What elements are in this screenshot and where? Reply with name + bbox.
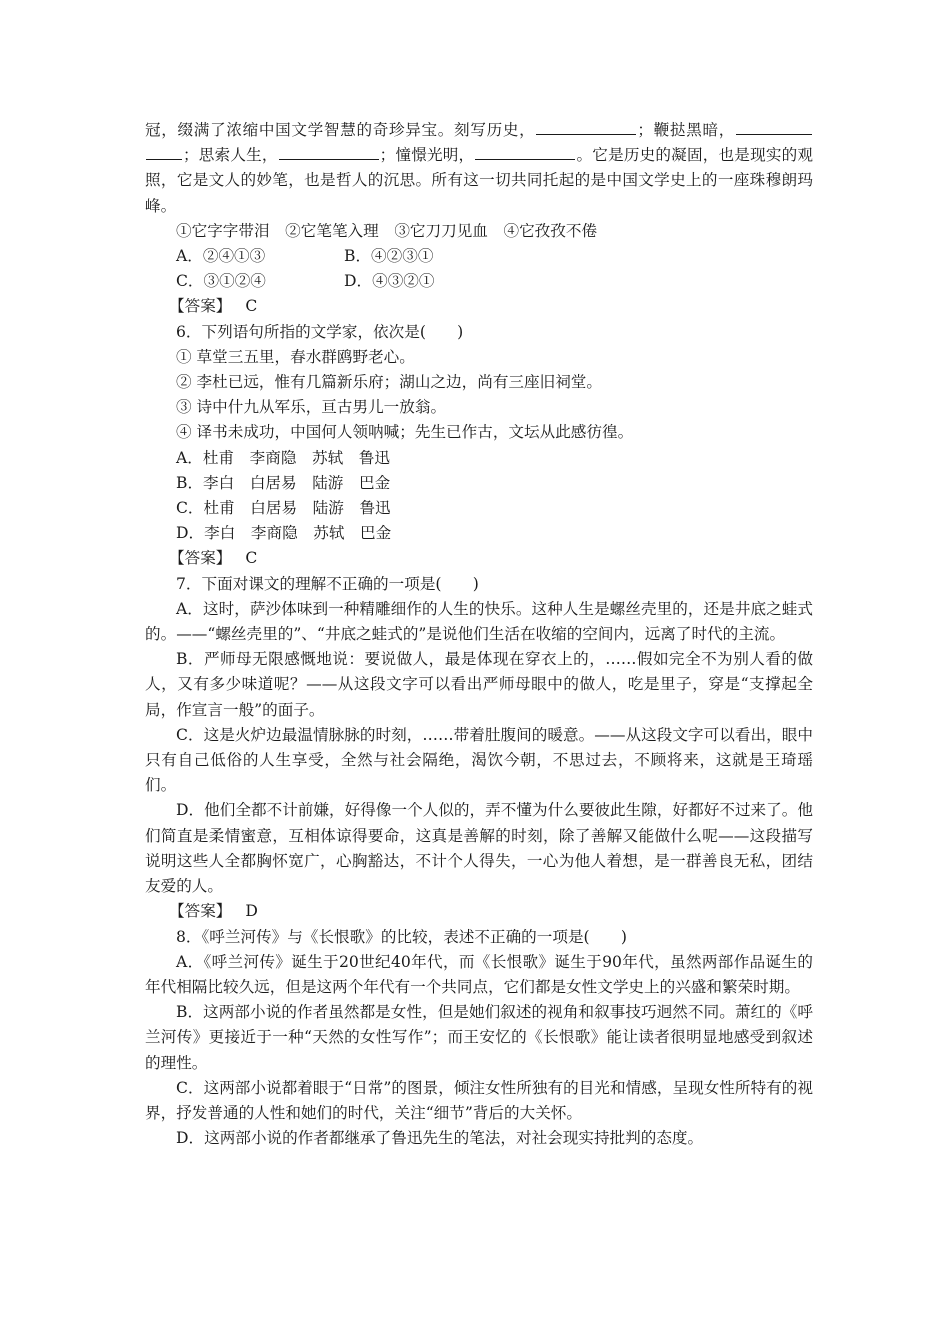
answer-label: 【答案】 [169,902,232,921]
q6-option-c: C．杜甫 白居易 陆游 鲁迅 [176,499,391,518]
q8-option-b: B．这两部小说的作者虽然都是女性，但是她们叙述的视角和叙事技巧迥然不同。萧红的《呼兰河传》更接近于一种“天然的女性写作”；而王安忆的《长恨歌》能让读者很明显地感受到叙述的理性。 [145,1003,813,1072]
q6-option-b: B．李白 白居易 陆游 巴金 [176,473,391,492]
q5-option-b: B．④②③① [344,247,434,266]
answer-blank [146,143,182,160]
document-page [145,118,813,1151]
q7-option-b: B．严师母无限感慨地说：要说做人，最是体现在穿衣上的，……假如完全不为别人看的做人，又有多少味道呢？——从这段文字可以看出严师母眼中的做人，吃是里子，穿是“支撑起全局，作宣言一般”的面子。 [145,650,813,719]
q5-option-c: C．③①②④ [176,272,266,291]
q5-passage [145,118,813,219]
q5-answer [145,294,813,319]
answer-blank [475,143,575,160]
answer-value: C [245,297,258,316]
q6-answer [145,546,813,571]
q7-stem: 7．下面对课文的理解不正确的一项是( ) [176,574,479,593]
q6-option-d: D．李白 李商隐 苏轼 巴金 [176,524,392,543]
q5-text-3: ；思索人生， [183,146,278,165]
q8-option-a: A．《呼兰河传》诞生于20世纪40年代，而《长恨歌》诞生于90年代，虽然两部作品诞生的年代相隔比较久远，但是这两个年代有一个共同点，它们都是女性文学史上的兴盛和繁荣时期。 [145,952,813,996]
q6-item-3: ③ 诗中什九从军乐，亘古男儿一放翁。 [176,398,447,417]
q5-option-a: A．②④①③ [176,247,266,266]
answer-blank [279,143,379,160]
q5-option-d: D．④③②① [344,272,435,291]
q5-text-1: 冠，缀满了浓缩中国文学智慧的奇珍异宝。刻写历史， [145,121,536,139]
q5-choices: ①它字字带泪 ②它笔笔入理 ③它刀刀见血 ④它孜孜不倦 [176,221,598,240]
q8-option-c: C．这两部小说都着眼于“日常”的图景，倾注女性所独有的目光和情感，呈现女性所特有的视界，抒发普通的人性和她们的时代，关注“细节”背后的大关怀。 [145,1078,813,1122]
q5-text-2: ；鞭挞黑暗， [637,121,735,139]
q7-option-a: A．这时，萨沙体味到一种精雕细作的人生的快乐。这种人生是螺丝壳里的，还是井底之蛙式的。——“螺丝壳里的”、“井底之蛙式的”是说他们生活在收缩的空间内，远离了时代的主流。 [145,599,813,644]
answer-label: 【答案】 [169,297,232,316]
q5-options-row-1 [145,244,813,269]
answer-blank [736,118,812,135]
q7-option-c: C．这是火炉边最温情脉脉的时刻，……带着肚腹间的暖意。——从这段文字可以看出，眼中只有自己低俗的人生享受，全然与社会隔绝，渴饮今朝，不思过去，不顾将来，这就是王琦瑶们。 [145,725,813,795]
q6-stem: 6．下列语句所指的文学家，依次是( ) [176,322,464,341]
q6-item-1: ① 草堂三五里，春水群鸥野老心。 [176,347,415,366]
q6-option-a: A．杜甫 李商隐 苏轼 鲁迅 [176,448,390,467]
q5-text-5: 。它是历史的凝固，也是现实的观照，它是文人的妙笔，也是哲人的沉思。所有这一切共同托起的是中国文学史上的一座珠穆朗玛峰。 [145,146,813,215]
q5-text-4: ；憧憬光明， [379,146,475,165]
q8-stem: 8．《呼兰河传》与《长恨歌》的比较，表述不正确的一项是( ) [176,927,627,946]
answer-value: C [245,549,258,568]
answer-blank [536,118,636,135]
answer-label: 【答案】 [169,549,232,568]
q7-option-d: D．他们全都不计前嫌，好得像一个人似的，弄不懂为什么要彼此生隙，好都好不过来了。他们简直是柔情蜜意，互相体谅得要命，这真是善解的时刻，除了善解又能做什么呢——这段描写说明这些人全都胸怀宽广，心胸豁达，不计个人得失，一心为他人着想，是一群善良无私，团结友爱的人。 [145,801,813,896]
q8-option-d: D．这两部小说的作者都继承了鲁迅先生的笔法，对社会现实持批判的态度。 [176,1129,704,1148]
q5-options-row-2 [145,269,813,294]
q7-answer [145,899,813,924]
q6-item-4: ④ 译书未成功，中国何人领呐喊；先生已作古，文坛从此感彷徨。 [176,423,634,442]
q6-item-2: ② 李杜已远，惟有几篇新乐府；湖山之边，尚有三座旧祠堂。 [176,373,602,392]
answer-value: D [245,902,258,921]
